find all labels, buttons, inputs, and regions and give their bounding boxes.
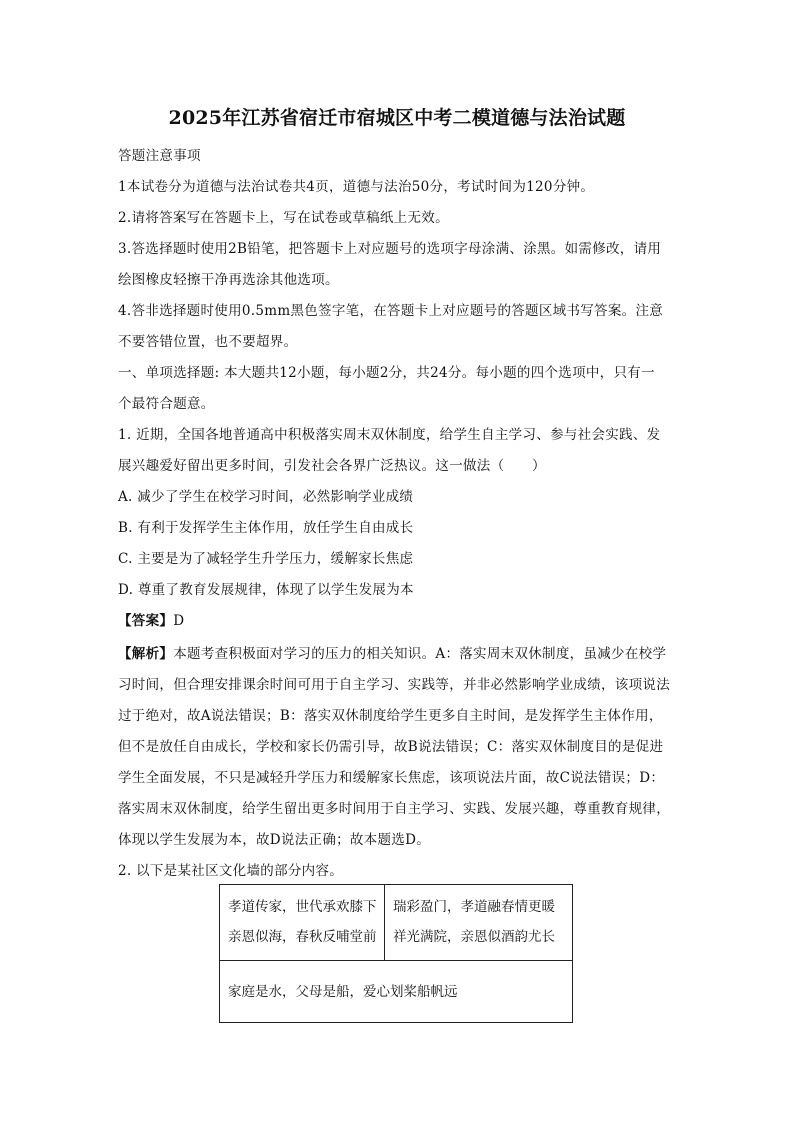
question-1-option-a: A. 减少了学生在校学习时间，必然影响学业成绩 [118, 489, 414, 505]
notice-heading: 答题注意事项 [118, 148, 201, 164]
question-1-stem: 1. 近期，全国各地普通高中积极落实周末双休制度，给学生自主学习、参与社会实践、发 [118, 427, 661, 443]
notice-item-3-cont: 绘图橡皮轻擦干净再选涂其他选项。 [118, 272, 339, 288]
analysis-line-7: 体现以学生发展为本，故D说法正确；故本题选D。 [118, 832, 431, 848]
notice-item-2: 2.请将答案写在答题卡上，写在试卷或草稿纸上无效。 [118, 210, 449, 226]
question-1-option-d: D. 尊重了教育发展规律，体现了以学生发展为本 [118, 582, 414, 598]
question-1-analysis [118, 645, 690, 663]
question-1-option-b: B. 有利于发挥学生主体作用，放任学生自由成长 [118, 520, 414, 536]
analysis-line-1: 本题考查积极面对学习的压力的相关知识。A：落实周末双休制度，虽减少在校学 [173, 646, 667, 662]
notice-item-1: 1本试卷分为道德与法治试卷共4页，道德与法治50分，考试时间为120分钟。 [118, 179, 595, 195]
couplet-2-line-2: 祥光满院，亲恩似酒韵尤长 [393, 929, 555, 945]
analysis-line-6: 落实周末双休制度，给学生留出更多时间用于自主学习、实践、发展兴趣，尊重教育规律， [118, 801, 670, 817]
couplet-2-line-1: 瑞彩盈门，孝道融春情更暖 [393, 899, 555, 915]
analysis-line-3: 过于绝对，故A说法错误；B：落实双休制度给学生更多自主时间，是发挥学生主体作用， [118, 708, 663, 724]
notice-item-4: 4.答非选择题时使用0.5mm黑色签字笔，在答题卡上对应题号的答题区域书写答案。注意 [118, 303, 664, 319]
question-2-stem: 2. 以下是某社区文化墙的部分内容。 [118, 863, 344, 879]
question-1-stem-cont: 展兴趣爱好留出更多时间，引发社会各界广泛热议。这一做法（ ） [118, 458, 546, 474]
analysis-line-4: 但不是放任自由成长，学校和家长仍需引导，故B说法错误；C：落实双休制度目的是促进 [118, 739, 664, 755]
analysis-line-5: 学生全面发展，不只是减轻升学压力和缓解家长焦虑，该项说法片面，故C说法错误；D： [118, 770, 665, 786]
page-title: 2025年江苏省宿迁市宿城区中考二模道德与法治试题 [168, 107, 626, 129]
section-heading: 一、单项选择题: 本大题共12小题，每小题2分，共24分。每小题的四个选项中，只有一 [118, 365, 655, 381]
analysis-tag: 【解析】 [118, 646, 174, 662]
table-cell-motto [220, 961, 572, 1022]
table-cell-couplet-1 [220, 885, 385, 961]
answer-tag: 【答案】 [118, 613, 174, 629]
section-heading-cont: 个最符合题意。 [118, 396, 215, 412]
analysis-line-2: 习时间，但合理安排课余时间可用于自主学习、实践等，并非必然影响学业成绩，该项说法 [118, 677, 670, 693]
notice-item-4-cont: 不要答错位置，也不要超界。 [118, 334, 298, 350]
culture-wall-table [219, 884, 573, 1023]
motto-line: 家庭是水，父母是船，爱心划桨船帆远 [228, 984, 458, 1000]
table-cell-couplet-2 [385, 885, 572, 961]
couplet-1-line-2: 亲恩似海，春秋反哺堂前 [228, 929, 377, 945]
question-1-answer [118, 612, 690, 630]
answer-value: D [173, 613, 185, 629]
question-1-option-c: C. 主要是为了减轻学生升学压力，缓解家长焦虑 [118, 551, 414, 567]
couplet-1-line-1: 孝道传家，世代承欢膝下 [228, 899, 377, 915]
notice-item-3: 3.答选择题时使用2B铅笔，把答题卡上对应题号的选项字母涂满、涂黑。如需修改，请用 [118, 241, 662, 257]
